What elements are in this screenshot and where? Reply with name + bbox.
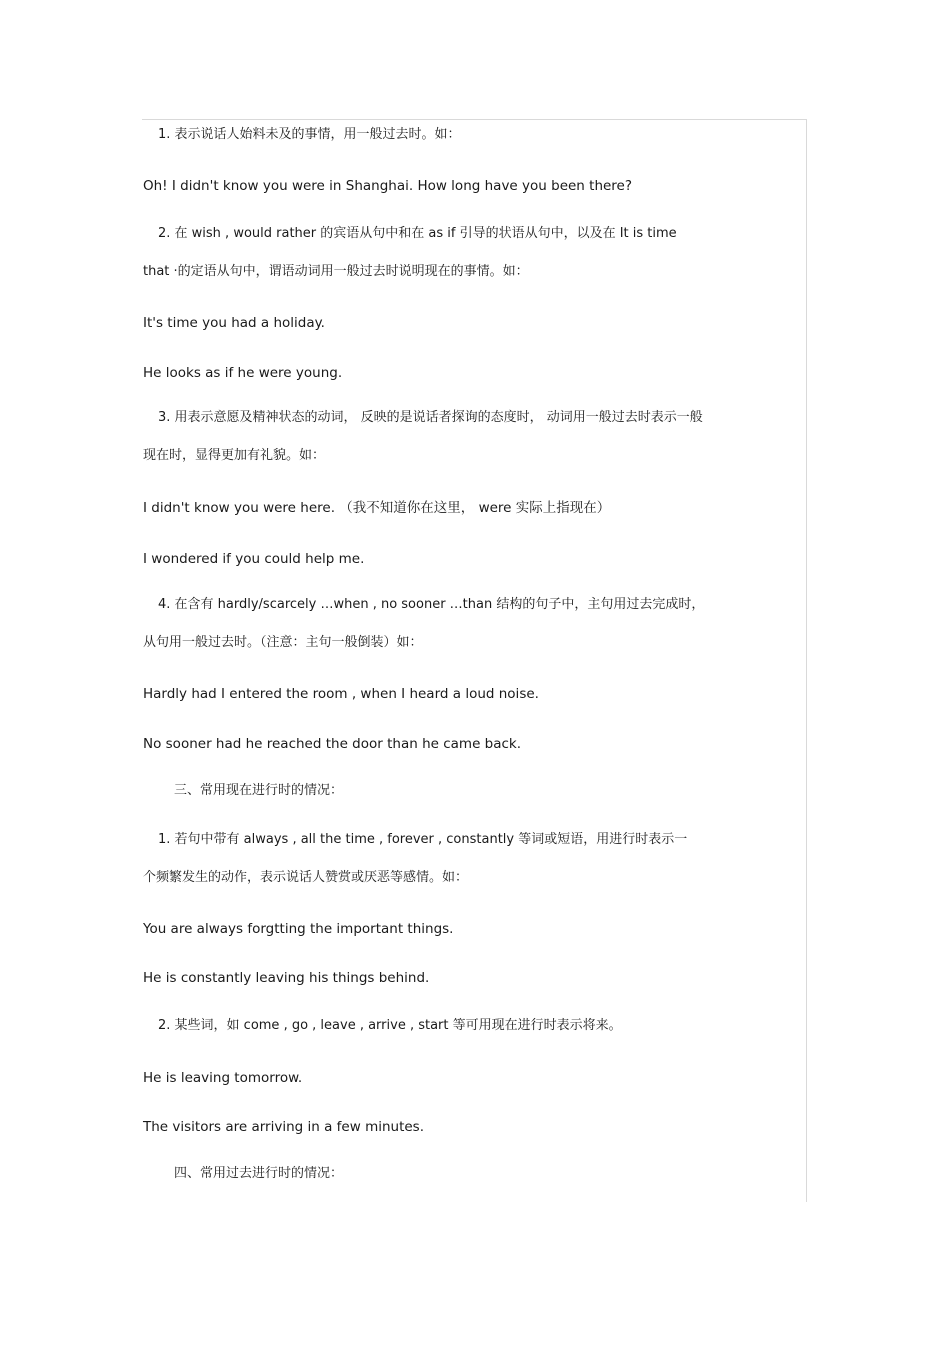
section-heading-present-progressive: 三、常用现在进行时的情况： [174,783,344,798]
example-sentence: He looks as if he were young. [143,365,343,381]
rule-1-heading-line1: 1. 若句中带有 always , all the time , forever , constantly 等词或短语，用进行时表示一 [158,832,688,847]
example-sentence: He is constantly leaving his things behind. [143,970,430,986]
example-sentence: The visitors are arriving in a few minutes. [143,1119,425,1135]
rule-2-heading-line2: that ·的定语从句中，谓语动词用一般过去时说明现在的事情。如： [143,264,529,279]
table-border-top [142,119,807,120]
rule-2-heading-line1: 2. 在 wish , would rather 的宾语从句中和在 as if 引导的状语从句中，以及在 It is time [158,226,677,241]
rule-1-heading-line2: 个频繁发生的动作，表示说话人赞赏或厌恶等感情。如： [143,870,469,885]
example-sentence: Oh! I didn't know you were in Shanghai. How long have you been there? [143,178,633,194]
example-sentence: He is leaving tomorrow. [143,1070,303,1086]
rule-4-heading-line2: 从句用一般过去时。（注意：主句一般倒装）如： [143,635,423,650]
example-sentence: I didn't know you were here. （我不知道你在这里， were 实际上指现在） [143,500,611,516]
example-sentence: It's time you had a holiday. [143,315,325,331]
rule-3-heading-line1: 3. 用表示意愿及精神状态的动词， 反映的是说话者探询的态度时， 动词用一般过去时表示一般 [158,410,703,425]
example-sentence: No sooner had he reached the door than he came back. [143,736,522,752]
rule-2-heading: 2. 某些词，如 come , go , leave , arrive , start 等可用现在进行时表示将来。 [158,1018,622,1033]
table-border-right [806,119,807,1202]
example-sentence: I wondered if you could help me. [143,551,365,567]
rule-4-heading-line1: 4. 在含有 hardly/scarcely …when , no sooner …than 结构的句子中，主句用过去完成时， [158,597,705,612]
rule-3-heading-line2: 现在时，显得更加有礼貌。如： [143,448,326,463]
rule-1-heading: 1. 表示说话人始料未及的事情，用一般过去时。如： [158,127,461,142]
section-heading-past-progressive: 四、常用过去进行时的情况： [174,1166,344,1181]
example-sentence: Hardly had I entered the room , when I heard a loud noise. [143,686,539,702]
example-sentence: You are always forgtting the important things. [143,921,454,937]
